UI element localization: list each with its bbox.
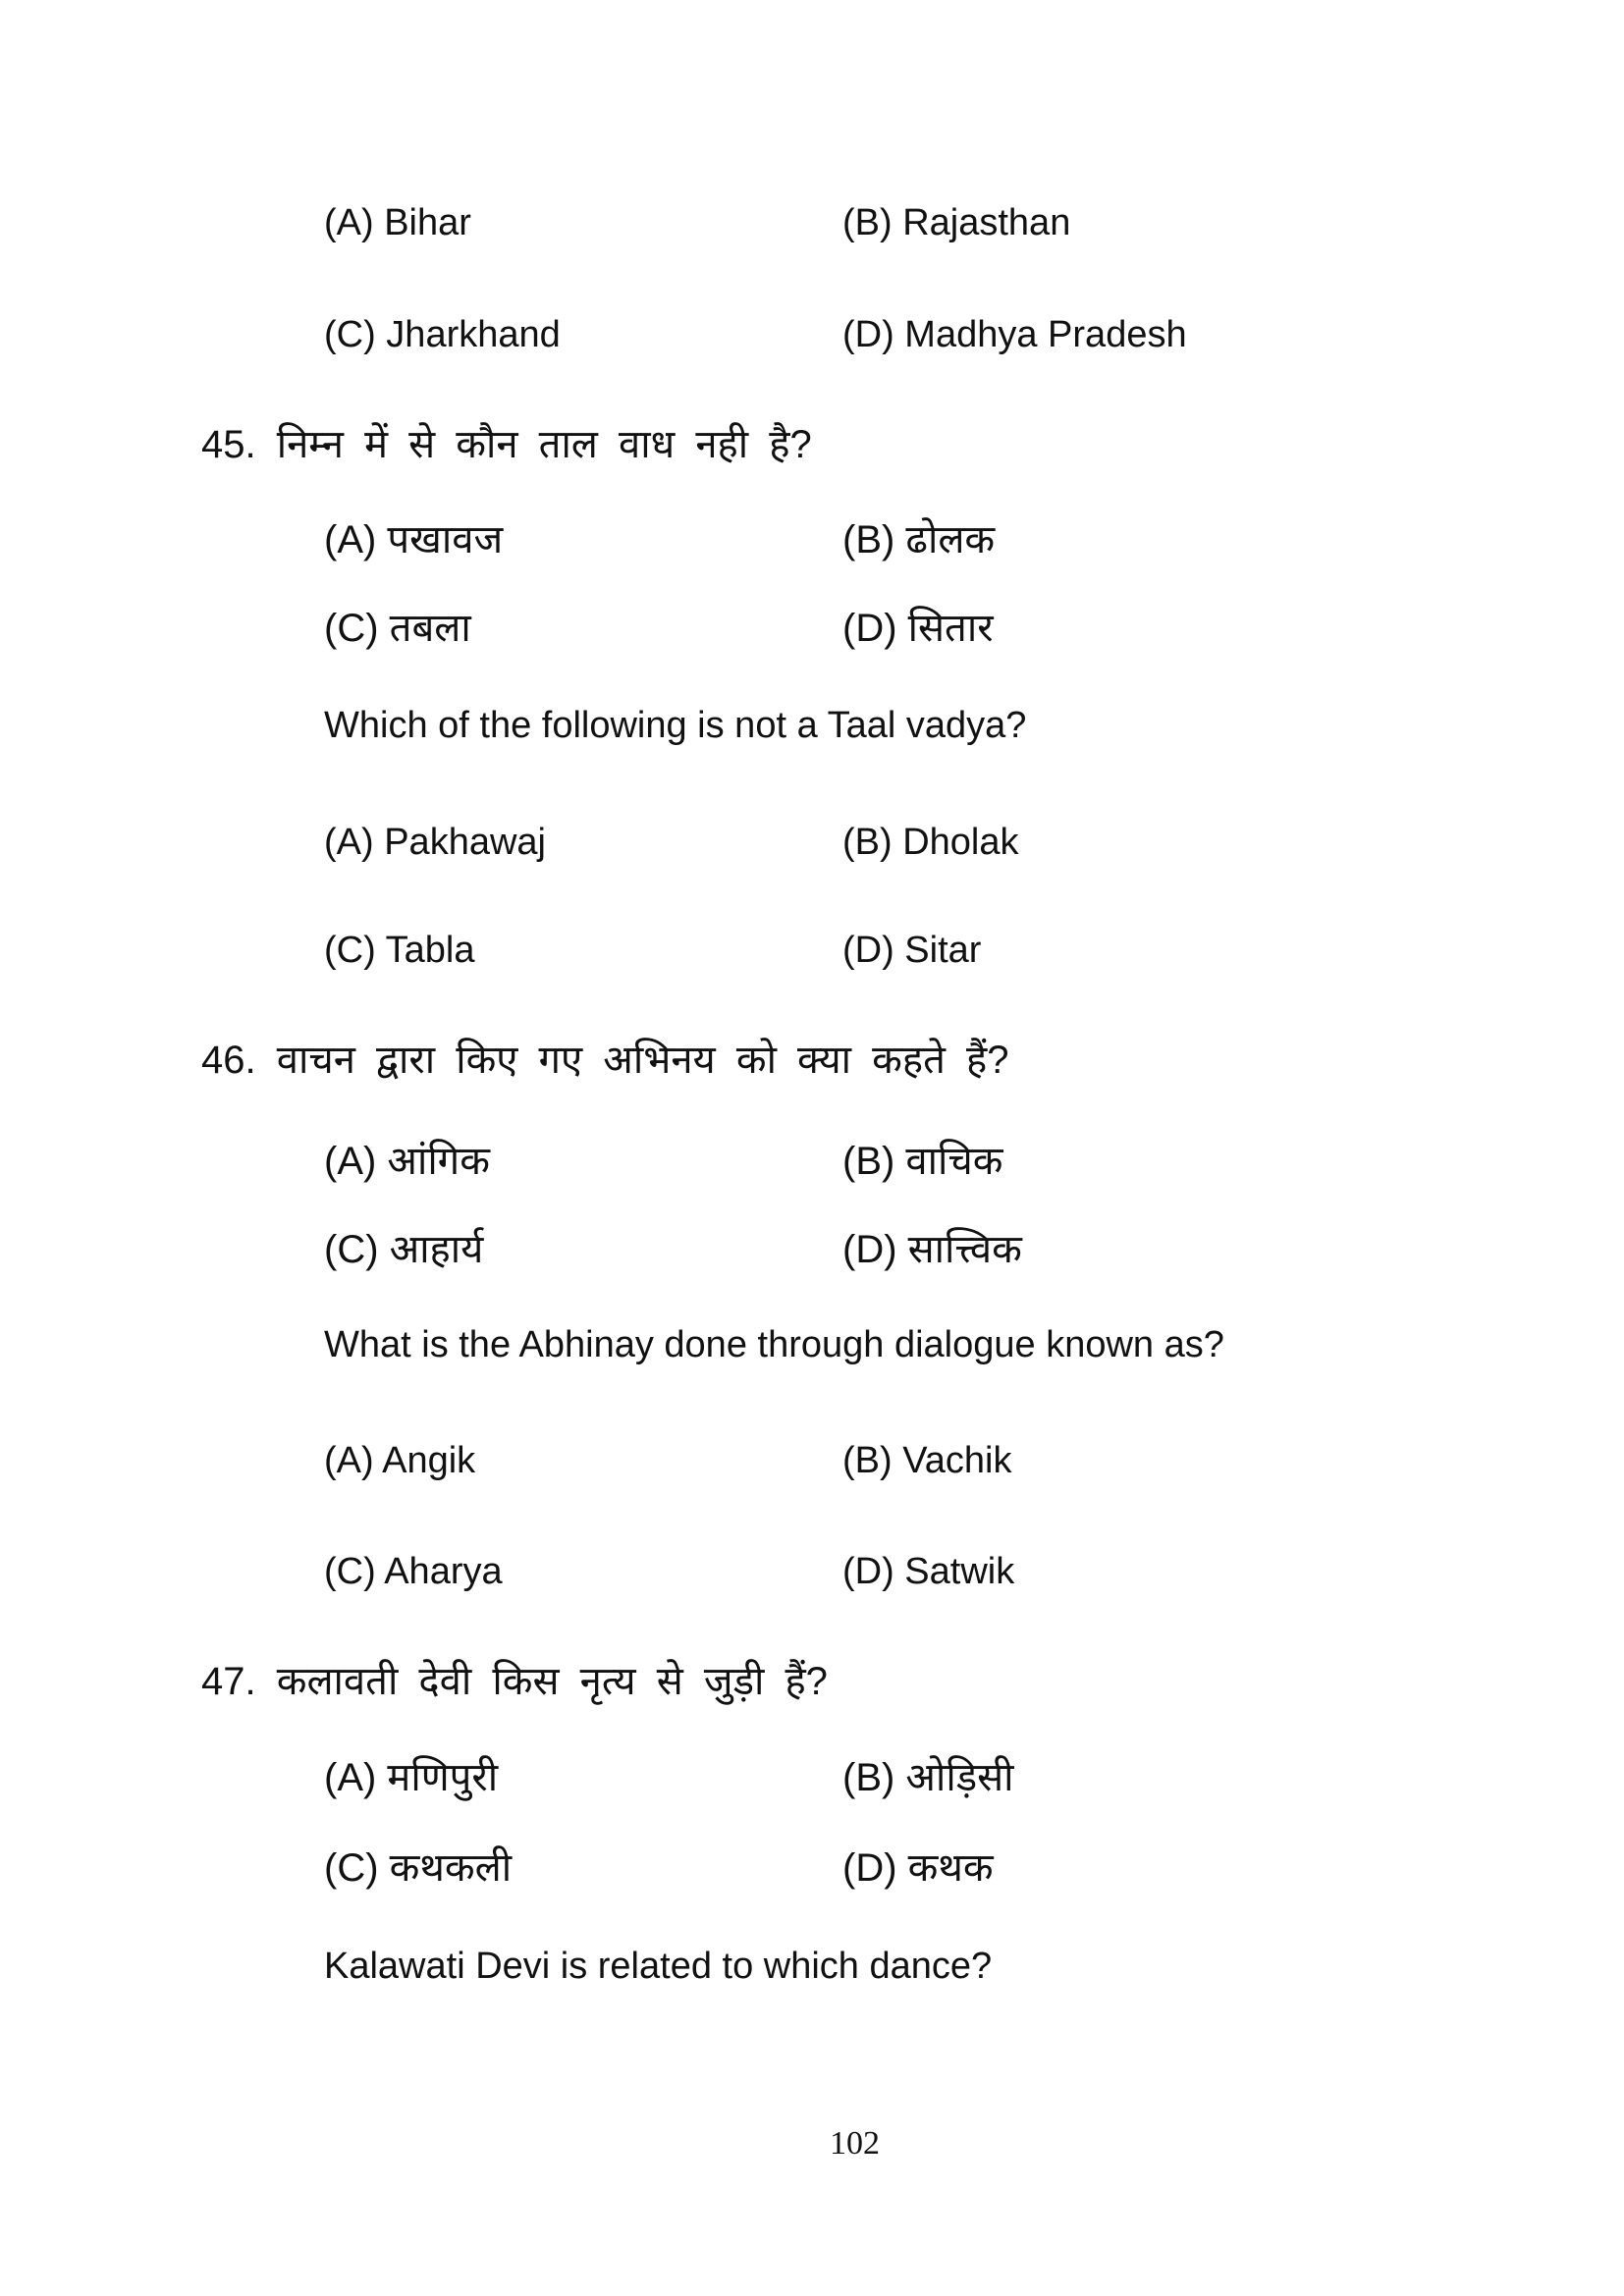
q45-option-a-hindi: (A) पखावज bbox=[324, 518, 504, 561]
prev-question-option-d: (D) Madhya Pradesh bbox=[842, 314, 1187, 355]
q45-option-c-hindi: (C) तबला bbox=[324, 607, 471, 650]
q46-option-d-hindi: (D) सात्त्विक bbox=[842, 1228, 1022, 1271]
q46-option-b-hindi: (B) वाचिक bbox=[842, 1140, 1003, 1183]
q46-question-hindi: 46. वाचन द्वारा किए गए अभिनय को क्या कहते हैं? bbox=[201, 1039, 1009, 1082]
q45-question-english: Which of the following is not a Taal vadya? bbox=[324, 705, 1027, 746]
q45-option-d-hindi: (D) सितार bbox=[842, 607, 994, 650]
q45-question-hindi: 45. निम्न में से कौन ताल वाध नही है? bbox=[201, 423, 812, 466]
q47-option-d-hindi: (D) कथक bbox=[842, 1846, 994, 1890]
q47-option-c-hindi: (C) कथकली bbox=[324, 1846, 513, 1890]
q45-option-c-english: (C) Tabla bbox=[324, 930, 475, 971]
q45-option-b-english: (B) Dholak bbox=[842, 822, 1019, 863]
q45-option-a-english: (A) Pakhawaj bbox=[324, 822, 546, 863]
q45-option-d-english: (D) Sitar bbox=[842, 930, 982, 971]
prev-question-option-a: (A) Bihar bbox=[324, 202, 471, 243]
q46-question-english: What is the Abhinay done through dialogue known as? bbox=[324, 1324, 1224, 1365]
prev-question-option-b: (B) Rajasthan bbox=[842, 202, 1071, 243]
q46-option-c-hindi: (C) आहार्य bbox=[324, 1228, 484, 1271]
q47-option-b-hindi: (B) ओड़िसी bbox=[842, 1756, 1014, 1799]
q45-option-b-hindi: (B) ढोलक bbox=[842, 518, 996, 561]
q46-option-a-hindi: (A) आंगिक bbox=[324, 1140, 490, 1183]
q46-option-a-english: (A) Angik bbox=[324, 1440, 476, 1481]
prev-question-option-c: (C) Jharkhand bbox=[324, 314, 561, 355]
q47-question-english: Kalawati Devi is related to which dance? bbox=[324, 1946, 993, 1987]
page-number: 102 bbox=[830, 2125, 880, 2162]
q46-option-c-english: (C) Aharya bbox=[324, 1551, 503, 1592]
q47-question-hindi: 47. कलावती देवी किस नृत्य से जुड़ी हैं? bbox=[201, 1660, 828, 1703]
q46-option-d-english: (D) Satwik bbox=[842, 1551, 1015, 1592]
q46-option-b-english: (B) Vachik bbox=[842, 1440, 1012, 1481]
q47-option-a-hindi: (A) मणिपुरी bbox=[324, 1756, 499, 1799]
